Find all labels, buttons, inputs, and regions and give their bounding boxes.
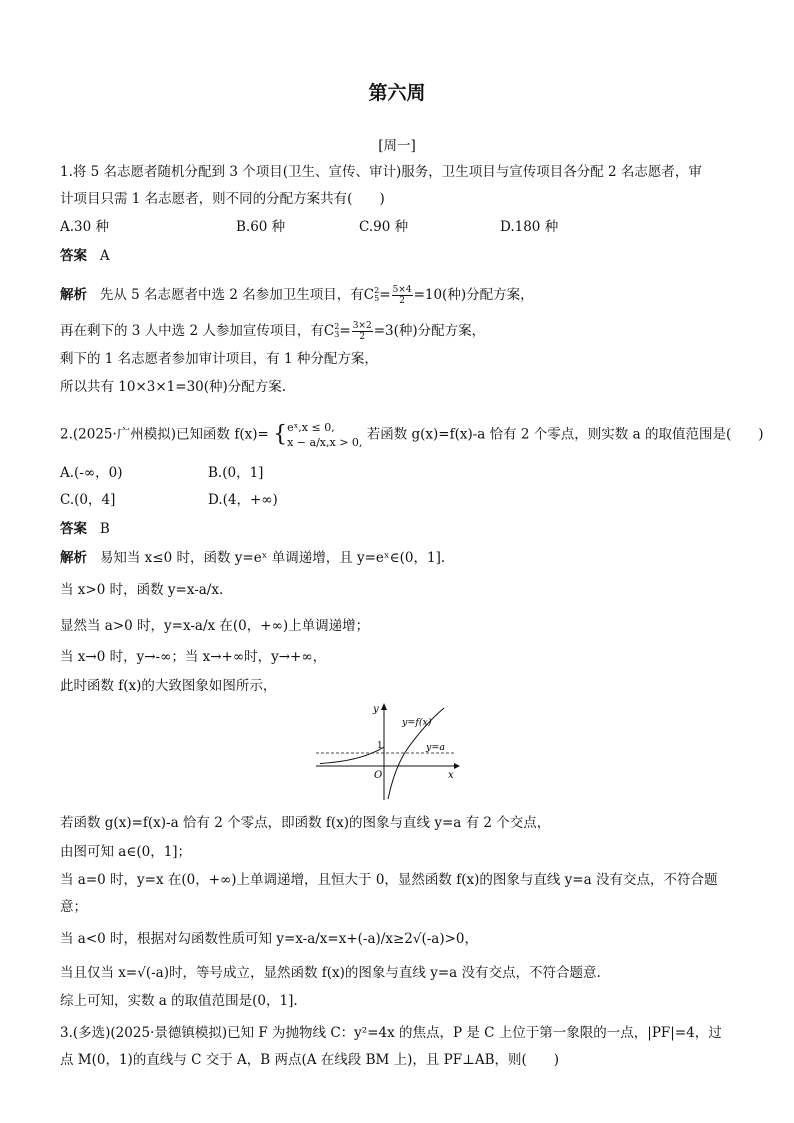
page-title: 第六周 bbox=[368, 82, 426, 104]
q2-analysis-line3: 显然当 a>0 时，y=x-a/x 在(0，+∞)上单调递增； bbox=[60, 618, 370, 634]
fraction-numerator: 5×4 bbox=[392, 285, 412, 295]
q2-analysis-line8: 当 a=0 时，y=x 在(0，+∞)上单调递增，且恒大于 0，显然函数 f(x)的图象与直线 y=a 没有交点，不符合题 bbox=[60, 872, 718, 888]
answer-value: B bbox=[99, 521, 110, 537]
answer-label: 答案 bbox=[60, 521, 87, 537]
q1-option-a: A.30 种 bbox=[60, 219, 110, 235]
piecewise-brace: { bbox=[273, 422, 288, 447]
fraction bbox=[392, 285, 413, 306]
q2-text bbox=[60, 418, 763, 452]
fraction-denominator: 2 bbox=[399, 296, 405, 306]
q1-analysis-line1: 解析 先从 5 名志愿者中选 2 名参加卫生项目，有$C5^2=$ $\frac{5\times 4}{2}$ =10(种)分配方案， bbox=[60, 285, 534, 306]
q3-text-line1: 3.(多选)(2025·景德镇模拟)已知 F 为抛物线 C：y²=4x 的焦点，P 是 C 上位于第一象限的一点，|PF|=4，过 bbox=[60, 1025, 722, 1041]
y-axis-label: y bbox=[373, 704, 379, 715]
analysis-text: =3(种)分配方案， bbox=[373, 323, 486, 339]
analysis-label: 解析 bbox=[60, 550, 87, 566]
function-graph bbox=[316, 700, 462, 800]
answer-label: 答案 bbox=[60, 248, 87, 264]
equals-sign: = bbox=[379, 287, 391, 303]
fraction-denominator: 2 bbox=[359, 332, 366, 342]
analysis-label: 解析 bbox=[60, 287, 87, 303]
q2-option-c: C.(0，4] bbox=[60, 492, 116, 508]
q2-analysis-line4: 当 x→0 时，y→-∞；当 x→+∞时，y→+∞， bbox=[60, 649, 327, 665]
analysis-text: 先从 5 名志愿者中选 2 名参加卫生项目，有C bbox=[99, 287, 375, 303]
q1-analysis-line3: 剩下的 1 名志愿者参加审计项目，有 1 种分配方案， bbox=[60, 351, 378, 367]
q2-analysis-line2: 当 x>0 时，函数 y=x-a/x. bbox=[60, 582, 224, 598]
origin-label: O bbox=[374, 770, 383, 781]
piecewise-case-1: eˣ,x ≤ 0, bbox=[287, 421, 335, 434]
piecewise-cases bbox=[287, 420, 362, 450]
q2-option-a: A.(-∞，0) bbox=[60, 465, 123, 481]
q2-analysis-line9: 意； bbox=[60, 899, 87, 915]
tick-label-one: 1 bbox=[377, 741, 383, 751]
q2-analysis-line11: 当且仅当 x=√(-a)时，等号成立，显然函数 f(x)的图象与直线 y=a 没有交点，不符合题意. bbox=[60, 965, 601, 981]
q2-analysis-line5: 此时函数 f(x)的大致图象如图所示， bbox=[60, 678, 277, 694]
q2-answer bbox=[60, 520, 110, 538]
fraction-numerator: 3×2 bbox=[352, 321, 372, 331]
q2-analysis-line1 bbox=[60, 549, 445, 567]
q1-analysis-line4: 所以共有 10×3×1=30(种)分配方案. bbox=[60, 379, 287, 395]
x-axis-arrow bbox=[454, 763, 460, 769]
fraction bbox=[352, 321, 373, 342]
q1-option-c: C.90 种 bbox=[359, 219, 409, 235]
x-axis-label: x bbox=[448, 770, 454, 781]
q2-analysis-line10: 当 a<0 时，根据对勾函数性质可知 y=x-a/x=x+(-a)/x≥2√(-a)>0， bbox=[60, 931, 478, 947]
analysis-text: 易知当 x≤0 时，函数 y=eˣ 单调递增，且 y=eˣ∈(0，1]. bbox=[99, 550, 446, 566]
q2-analysis-line6: 若函数 g(x)=f(x)-a 恰有 2 个零点，即函数 f(x)的图象与直线 y=a 有 2 个交点， bbox=[60, 815, 551, 831]
q1-text-line2: 计项目只需 1 名志愿者，则不同的分配方案共有( ) bbox=[60, 191, 385, 207]
analysis-text: 再在剩下的 3 人中选 2 人参加宣传项目，有C bbox=[60, 323, 335, 339]
q1-analysis-line2: 再在剩下的 3 人中选 2 人参加宣传项目，有$C3^2=$ $\frac{3\times 2}{2}$ =3(种)分配方案， bbox=[60, 321, 486, 342]
piecewise-case-2: x − a/x,x > 0, bbox=[287, 436, 363, 449]
q1-option-b: B.60 种 bbox=[236, 219, 286, 235]
q2-analysis-line7: 由图可知 a∈(0，1]； bbox=[60, 844, 192, 860]
section-subtitle: [周一] bbox=[378, 138, 416, 154]
y-axis-arrow bbox=[381, 703, 387, 710]
exp-branch bbox=[320, 747, 384, 764]
q2-analysis-line12: 综上可知，实数 a 的取值范围是(0，1]. bbox=[60, 993, 298, 1009]
answer-value: A bbox=[99, 248, 110, 264]
q1-answer bbox=[60, 247, 110, 265]
q1-option-d: D.180 种 bbox=[500, 219, 559, 235]
curve-label: y=f(x) bbox=[402, 717, 432, 728]
line-label: y=a bbox=[426, 742, 445, 753]
q2-text-post: 若函数 g(x)=f(x)-a 恰有 2 个零点，则实数 a 的取值范围是( ) bbox=[366, 426, 764, 443]
q2-option-d: D.(4，+∞) bbox=[208, 492, 278, 508]
equals-sign: = bbox=[339, 323, 351, 339]
q2-option-b: B.(0，1] bbox=[208, 465, 264, 481]
q3-text-line2: 点 M(0，1)的直线与 C 交于 A，B 两点(A 在线段 BM 上)，且 PF⊥AB，则( ) bbox=[60, 1052, 560, 1068]
q1-text-line1: 1.将 5 名志愿者随机分配到 3 个项目(卫生、宣传、审计)服务，卫生项目与宣传项目各分配 2 名志愿者，审 bbox=[60, 164, 702, 180]
analysis-text: =10(种)分配方案， bbox=[413, 287, 534, 303]
q2-text-pre: 2.(2025·广州模拟)已知函数 f(x)= bbox=[60, 426, 269, 443]
